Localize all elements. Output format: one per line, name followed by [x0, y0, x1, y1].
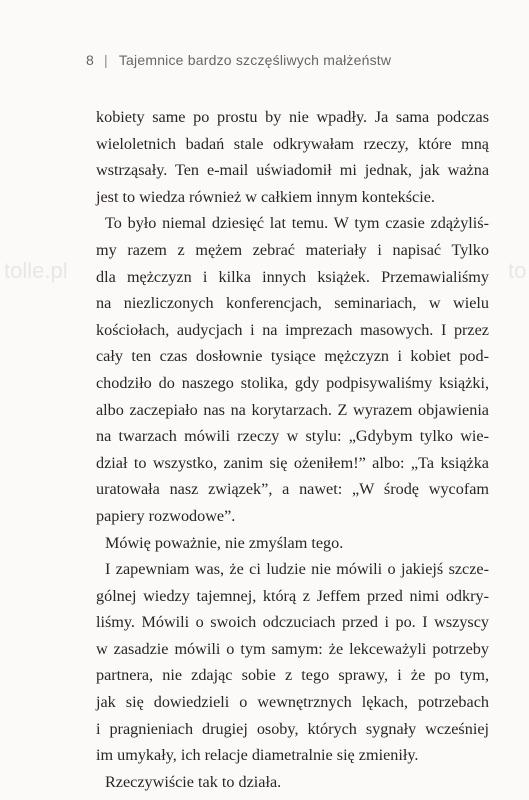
text-line: gólnej wiedzy tajemnej, którą z Jeffem przed nimi odkry- — [96, 586, 489, 605]
running-header — [86, 48, 391, 72]
text-line: kobiety same po prostu by nie wpadły. Ja sama podczas — [96, 108, 489, 126]
text-line: liśmy. Mówili o swoich odczuciach przed i po. I wszyscy — [96, 613, 489, 632]
text-line: Mówię poważnie, nie zmyślam tego. — [105, 533, 344, 552]
watermark-left: tolle.pl — [4, 258, 68, 283]
text-line: papiery rozwodowe”. — [96, 506, 236, 525]
watermark-right: to — [508, 258, 527, 283]
text-line: Rzeczywiście tak to działa. — [105, 772, 282, 791]
text-line: kościołach, audycjach i na imprezach masowych. I przez — [96, 320, 489, 339]
body-text — [96, 104, 489, 795]
text-line: my razem z mężem zebrać materiały i napisać Tylko — [96, 240, 489, 259]
text-line: w zasadzie mówili o tym samym: że lekceważyli potrzeby — [96, 639, 489, 658]
text-line: i pragnieniach drugiej osoby, których sygnały wcześniej — [96, 719, 489, 738]
text-line: cały ten czas dosłownie tysiące mężczyzn i kobiet pod- — [96, 347, 489, 366]
paragraph — [96, 530, 489, 557]
text-line: na niezliczonych konferencjach, seminariach, w wielu — [96, 294, 489, 313]
paragraph — [96, 104, 489, 210]
running-title: Tajemnice bardzo szczęśliwych małżeństw — [118, 52, 392, 68]
paragraph — [96, 210, 489, 529]
text-line: dla mężczyzn i kilka innych książek. Przemawialiśmy — [96, 267, 489, 286]
paragraph — [96, 769, 489, 796]
text-line: I zapewniam was, że ci ludzie nie mówili o jakiejś szcze- — [105, 560, 489, 579]
text-line: chodziło do naszego stolika, gdy podpisywaliśmy książki, — [96, 373, 489, 392]
text-line: dział to wszystko, zanim się ożeniłem!” albo: „Ta książka — [96, 453, 489, 472]
text-line: jest to wiedza również w całkiem innym kontekście. — [96, 187, 435, 206]
text-line: partnera, nie zdając sobie z tego sprawy, i że po tym, — [96, 666, 489, 685]
text-line: jak się dowiedzieli o wewnętrznych lękach, potrzebach — [96, 693, 489, 712]
text-line: im umykały, ich relacje diametralnie się zmieniły. — [96, 746, 419, 765]
page-number: 8 — [86, 52, 94, 68]
text-line: To było niemal dziesięć lat temu. W tym czasie zdążyliś- — [105, 214, 489, 233]
text-line: wstrząsały. Ten e-mail uświadomił mi jednak, jak ważna — [96, 161, 489, 180]
paragraph — [96, 556, 489, 769]
text-line: albo zaczepiało nas na korytarzach. Z wyrazem objawienia — [96, 400, 489, 419]
header-separator: | — [104, 52, 108, 68]
text-line: na twarzach mówili rzeczy w stylu: „Gdybym tylko wie- — [96, 427, 489, 446]
text-line: wieloletnich badań stale odkrywałam rzeczy, które mną — [96, 134, 489, 153]
text-line: uratowała nasz związek”, a nawet: „W środę wycofam — [96, 480, 489, 499]
